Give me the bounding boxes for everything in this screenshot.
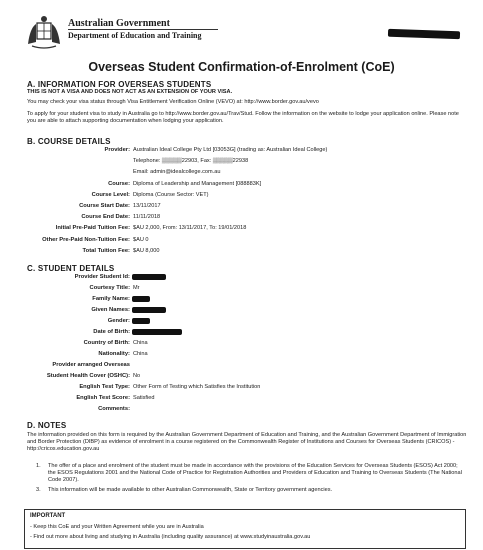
note-text: The offer of a place and enrolment of the student must be made in accordance with the provisions of the Education Services for Overseas Students (ESOS) Act 2000; the ESOS Regulations 2001 and the National Code of Practice for Registration Authorities and Providers of Education and Training to Overseas Students (The National Code 2007). <box>48 463 462 484</box>
section-c-heading: C. STUDENT DETAILS <box>27 264 115 273</box>
document-title: Overseas Student Confirmation-of-Enrolment (CoE) <box>88 60 395 74</box>
student-row-label: Courtesy Title: <box>89 285 130 291</box>
student-row-label: Comments: <box>98 406 130 412</box>
course-row-label: Total Tuition Fee: <box>82 247 130 254</box>
student-row-label: English Test Type: <box>79 384 130 390</box>
course-row-value: Telephone: ▒▒▒▒▒22903, Fax: ▒▒▒▒▒22938 <box>133 158 249 165</box>
course-row-label: Initial Pre-Paid Tuition Fee: <box>55 225 130 232</box>
student-row-label: Nationality: <box>98 351 130 357</box>
course-row-label: Course Level: <box>91 191 130 198</box>
department-name: Department of Education and Training <box>68 31 202 40</box>
course-row-value: Email: admin@idealcollege.com.au <box>133 169 221 176</box>
course-row-value: $AU 2,000, From: 13/11/2017, To: 19/01/2018 <box>133 225 247 232</box>
redacted-given-names <box>132 307 166 313</box>
student-row-label: Student Health Cover (OSHC): <box>46 373 130 379</box>
redacted-family-name <box>132 296 150 302</box>
course-row-value: Diploma of Leadership and Management [088883K] <box>133 180 262 187</box>
student-row-label: Provider arranged Overseas <box>52 362 130 368</box>
section-a-heading: A. INFORMATION FOR OVERSEAS STUDENTS <box>27 80 212 89</box>
note-number: 3. <box>36 486 41 493</box>
course-row-value: 13/11/2017 <box>133 203 161 209</box>
course-row-value: Australian Ideal College Pty Ltd [03053G] (trading as: Australian Ideal College) <box>133 147 328 153</box>
visa-apply-info: To apply for your student visa to study in Australia go to http://www.border.gov.au/Trav/Stud. Follow the information on the website to lodge your application online. Please note you are able to attach supporting documentation when lodging your application. <box>27 111 459 125</box>
section-d-heading: D. NOTES <box>27 421 67 430</box>
coat-of-arms-icon <box>24 14 64 52</box>
student-row-label: Provider Student Id: <box>74 274 130 280</box>
student-row-label: Country of Birth: <box>83 340 130 346</box>
course-row-label: Provider: <box>104 147 130 153</box>
redacted-gender <box>132 318 150 324</box>
course-row-label: Course End Date: <box>81 214 130 221</box>
gov-name: Australian Government <box>68 18 170 29</box>
course-row-value: $AU 0 <box>133 236 149 243</box>
student-row-value: China <box>133 351 148 357</box>
course-row-value: Diploma (Course Sector: VET) <box>133 191 209 198</box>
redacted-date-of-birth <box>132 329 182 335</box>
note-text: This information will be made available to other Australian Commonwealth, State or Territory government agencies. <box>48 486 333 493</box>
notes-intro: The information provided on this form is required by the Australian Government Department of Education and Training, and the Australian Government Department of Immigration and Border Protection (DIBP) as evidence of enrolment in a course registered on the Commonwealth Register of Institutions and Courses for Overseas Students (CRICOS) - http://cricos.education.gov.au <box>27 432 467 453</box>
important-box <box>24 509 466 549</box>
section-b-heading: B. COURSE DETAILS <box>27 137 111 146</box>
student-row-label: Gender: <box>107 318 130 324</box>
student-row-value: China <box>133 340 148 346</box>
notes-list <box>36 463 466 496</box>
important-title: IMPORTANT <box>30 513 66 519</box>
gov-divider <box>68 29 218 30</box>
list-item <box>36 487 466 494</box>
important-line-1: - Keep this CoE and your Written Agreement while you are in Australia <box>30 524 204 530</box>
visa-warning: THIS IS NOT A VISA AND DOES NOT ACT AS AN EXTENSION OF YOUR VISA. <box>27 89 233 95</box>
student-row-label: Family Name: <box>92 296 130 302</box>
note-number: 1. <box>36 463 41 469</box>
student-row-value: Other Form of Testing which Satisfies the Institution <box>133 384 261 390</box>
important-line-2: - Find out more about living and studying in Australia (including quality assurance) at www.studyinaustralia.gov.au <box>30 534 311 540</box>
student-row-value: No <box>133 373 141 379</box>
vevo-info: You may check your visa status through Visa Entitlement Verification Online (VEVO) at: http://www.border.gov.au/vevo <box>27 99 319 105</box>
student-row-value: Satisfied <box>133 395 155 401</box>
student-row-label: Date of Birth: <box>93 329 130 335</box>
redacted-student-id <box>132 274 166 280</box>
student-row-label: English Test Score: <box>76 395 130 401</box>
course-row-label: Course: <box>108 180 130 187</box>
course-row-value: $AU 8,000 <box>133 247 160 254</box>
student-row-value: Mr <box>133 285 140 291</box>
student-row-label: Given Names: <box>91 307 130 313</box>
list-item <box>36 463 466 485</box>
course-row-label: Other Pre-Paid Non-Tuition Fee: <box>42 236 130 243</box>
course-row-label: Course Start Date: <box>79 203 130 209</box>
course-row-value: 11/11/2018 <box>133 214 161 221</box>
